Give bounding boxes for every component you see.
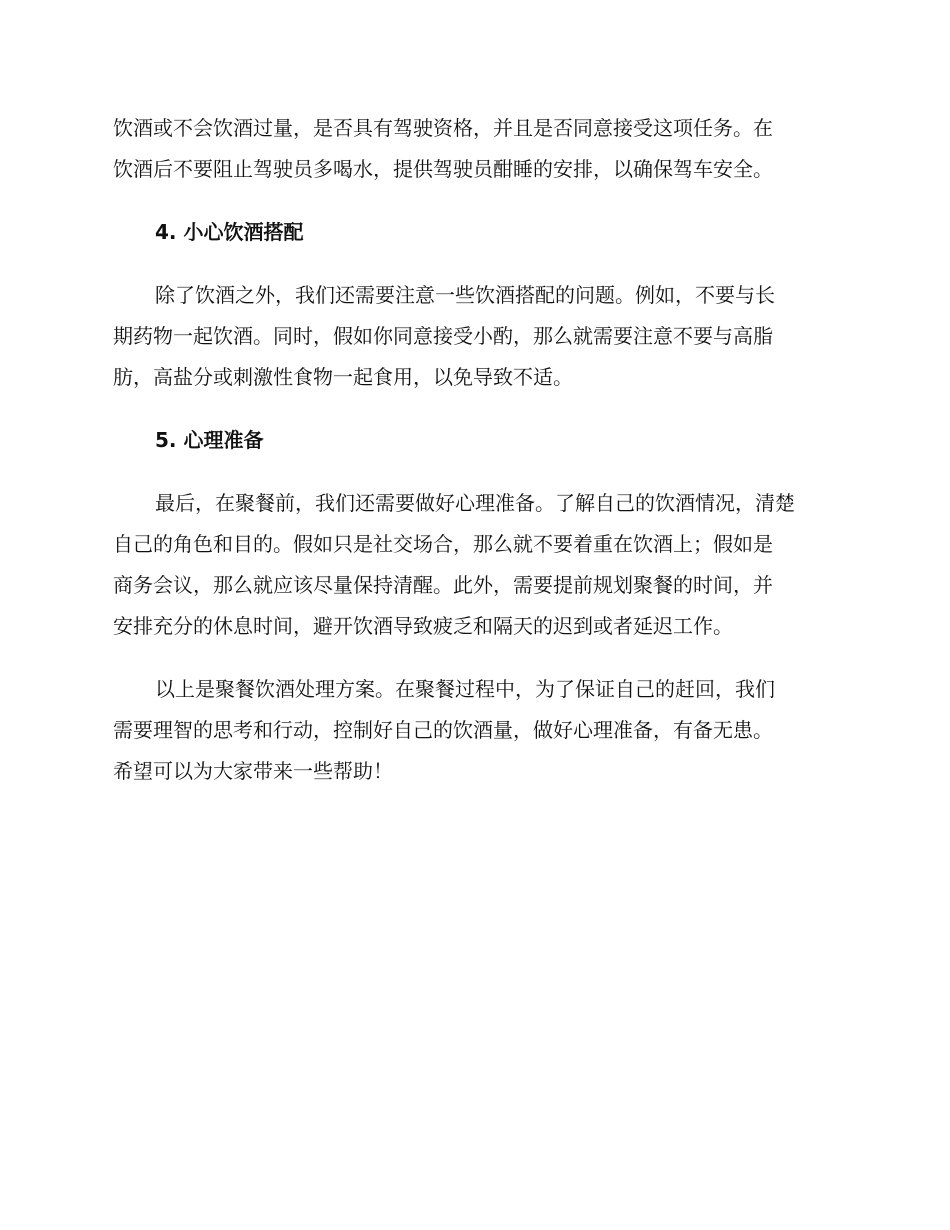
paragraph-line: 饮酒后不要阻止驾驶员多喝水，提供驾驶员酣睡的安排，以确保驾车安全。 <box>113 157 773 181</box>
paragraph-conclusion <box>113 669 833 792</box>
paragraph-mental-prep <box>113 483 833 647</box>
paragraph-line: 期药物一起饮酒。同时，假如你同意接受小酌，那么就需要注意不要与高脂 <box>113 324 773 348</box>
paragraph-line: 需要理智的思考和行动，控制好自己的饮酒量，做好心理准备，有备无患。 <box>113 718 773 742</box>
paragraph-line: 自己的角色和目的。假如只是社交场合，那么就不要着重在饮酒上；假如是 <box>113 532 773 556</box>
paragraph-drinking-driver <box>113 108 833 190</box>
section-heading-4: 4. 小心饮酒搭配 <box>155 220 304 244</box>
document-page <box>113 108 833 792</box>
section-heading-5: 5. 心理准备 <box>155 428 264 452</box>
paragraph-pairing <box>113 275 833 398</box>
paragraph-line: 最后，在聚餐前，我们还需要做好心理准备。了解自己的饮酒情况，清楚 <box>155 491 795 515</box>
paragraph-line: 除了饮酒之外，我们还需要注意一些饮酒搭配的问题。例如，不要与长 <box>155 283 775 307</box>
paragraph-line: 肪，高盐分或刺激性食物一起食用，以免导致不适。 <box>113 365 573 389</box>
paragraph-line: 希望可以为大家带来一些帮助！ <box>113 759 393 783</box>
paragraph-line: 商务会议，那么就应该尽量保持清醒。此外，需要提前规划聚餐的时间，并 <box>113 573 773 597</box>
paragraph-line: 安排充分的休息时间，避开饮酒导致疲乏和隔天的迟到或者延迟工作。 <box>113 614 733 638</box>
paragraph-line: 饮酒或不会饮酒过量，是否具有驾驶资格，并且是否同意接受这项任务。在 <box>113 116 773 140</box>
paragraph-line: 以上是聚餐饮酒处理方案。在聚餐过程中，为了保证自己的赶回，我们 <box>155 677 775 701</box>
